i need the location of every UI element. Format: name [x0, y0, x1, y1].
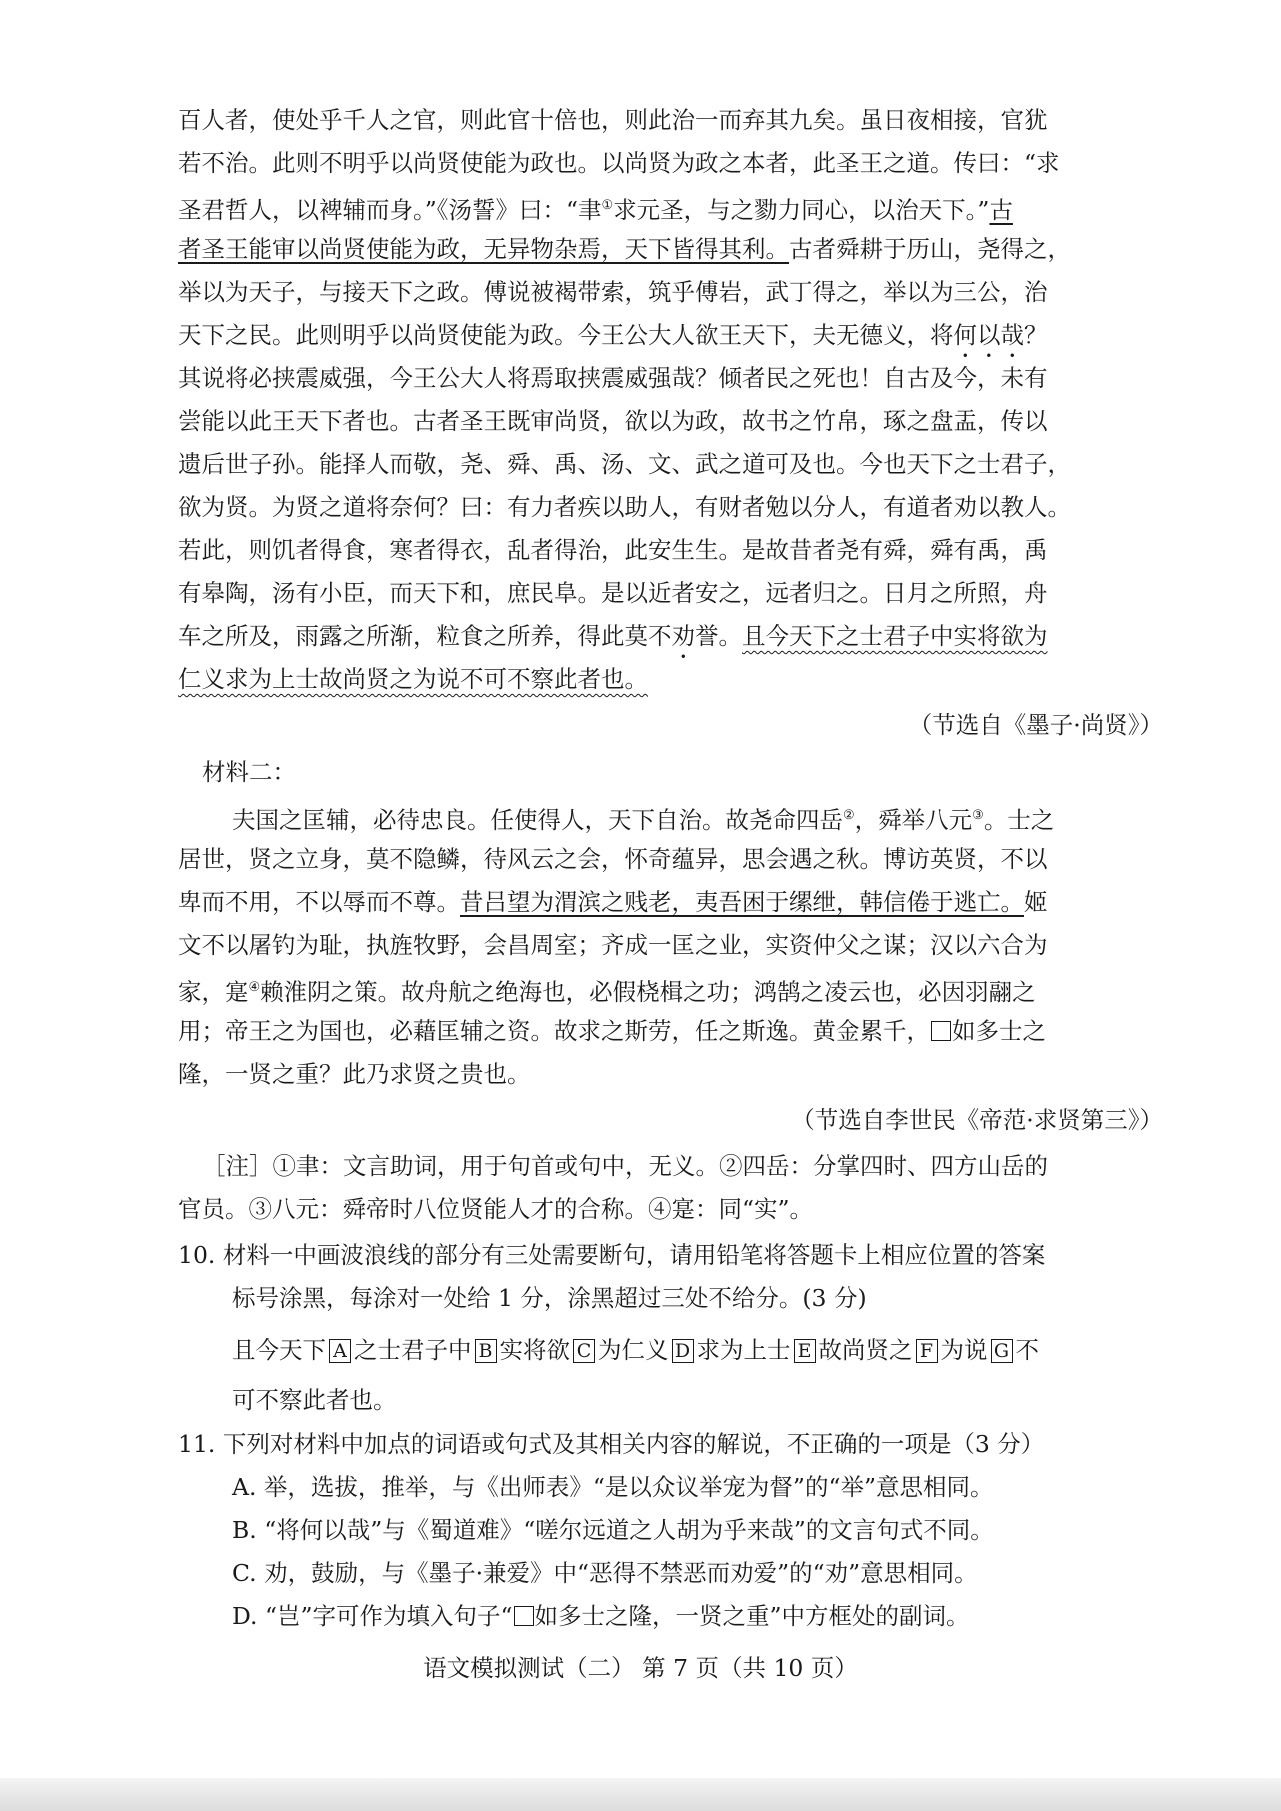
option-box-f: F: [916, 1339, 938, 1363]
source-citation: （节选自《墨子·尚贤》）: [908, 711, 1163, 739]
text-line: 者圣王能审以尚贤使能为政，无异物杂焉，天下皆得其利。古者舜耕于历山，尧得之，: [178, 235, 1071, 263]
text-line: 其说将必挟震威强，今王公大人将焉取挟震威强哉？倾者民之死也！自古及今，未有: [178, 364, 1048, 392]
text-line: 百人者，使处乎千人之官，则此官十倍也，则此治一而弃其九矣。虽日夜相接，官犹: [178, 106, 1048, 134]
text-line: 家，寔④赖淮阴之策。故舟航之绝海也，必假桡楫之功；鸿鹄之凌云也，必因羽翮之: [178, 978, 1036, 1006]
answer-sentence: 可不察此者也。: [232, 1386, 397, 1414]
text-line: 天下之民。此则明乎以尚贤使能为政。今王公大人欲王天下，夫无德义，将何以哉？: [178, 321, 1048, 349]
text-line: 隆，一贤之重？此乃求贤之贵也。: [178, 1060, 531, 1088]
text-line: 居世，贤之立身，莫不隐鳞，待风云之会，怀奇蕴异，思会遇之秋。博访英贤，不以: [178, 845, 1048, 873]
wavy-underlined-text: 仁义求为上士故尚贤之为说不可不察此者也。: [178, 665, 648, 693]
option-a: A. 举，选拔，推举，与《出师表》“是以众议举宠为督”的“举”意思相同。: [232, 1473, 994, 1501]
text-line: 卑而不用，不以辱而不尊。昔吕望为渭滨之贱老，夷吾困于缧绁，韩信倦于逃亡。姬: [178, 888, 1048, 916]
underlined-text: 古: [989, 196, 1013, 224]
text-line: 举以为天子，与接天下之政。傅说被褐带索，筑乎傅岩，武丁得之，举以为三公，治: [178, 278, 1048, 306]
scan-edge-shade: [0, 1778, 1281, 1811]
footnote-marker: ②: [843, 808, 855, 823]
text-line: 若此，则饥者得食，寒者得衣，乱者得治，此安生生。是故昔者尧有舜，舜有禹，禹: [178, 536, 1048, 564]
question-stem: 10. 材料一中画波浪线的部分有三处需要断句，请用铅笔将答题卡上相应位置的答案: [178, 1241, 1046, 1269]
page-footer: 语文模拟测试（二） 第 7 页（共 10 页）: [423, 1654, 858, 1682]
note-line: 官员。③八元：舜帝时八位贤能人才的合称。④寔：同“实”。: [178, 1195, 814, 1223]
option-box-a: A: [329, 1339, 351, 1363]
source-citation: （节选自李世民《帝范·求贤第三》）: [791, 1106, 1163, 1134]
wavy-underlined-text: 且今天下之士君子中实将欲为: [742, 622, 1048, 650]
blank-box: [514, 1606, 534, 1626]
underlined-text: 昔吕望为渭滨之贱老，夷吾困于缧绁，韩信倦于逃亡。: [460, 888, 1024, 916]
text-line: 若不治。此则不明乎以尚贤使能为政也。以尚贤为政之本者，此圣王之道。传曰：“求: [178, 149, 1060, 177]
text-line: 夫国之匡辅，必待忠良。任使得人，天下自治。故尧命四岳②，舜举八元③。士之: [232, 806, 1055, 834]
text-line: 有皋陶，汤有小臣，而天下和，庶民阜。是以近者安之，远者归之。日月之所照，舟: [178, 579, 1048, 607]
option-box-e: E: [794, 1339, 816, 1363]
answer-sentence: 且今天下 A 之士君子中 B 实将欲 C 为仁义 D 求为上士 E 故尚贤之 F 为说 G 不: [232, 1336, 1039, 1364]
text-line: 遗后世子孙。能择人而敬，尧、舜、禹、汤、文、武之道可及也。今也天下之士君子，: [178, 450, 1071, 478]
footnote-marker: ①: [601, 198, 614, 213]
text-line: 用；帝王之为国也，必藉匡辅之资。故求之斯劳，任之斯逸。黄金累千， 如多士之: [178, 1017, 1046, 1045]
option-c: C. 劝，鼓励，与《墨子·兼爱》中“恶得不禁恶而劝爱”的“劝”意思相同。: [232, 1559, 978, 1587]
question-stem: 11. 下列对材料中加点的词语或句式及其相关内容的解说，不正确的一项是（3 分）: [178, 1430, 1045, 1458]
footnote-marker: ④: [248, 980, 261, 995]
option-d: D. “岂”字可作为填入句子“ 如多士之隆，一贤之重”中方框处的副词。: [232, 1602, 970, 1630]
dotted-word: 劝: [671, 622, 695, 650]
option-box-d: D: [672, 1339, 694, 1363]
text-line: 车之所及，雨露之所渐，粒食之所养，得此莫不劝誉。且今天下之士君子中实将欲为: [178, 622, 1048, 650]
note-line: ［注］①聿：文言助词，用于句首或句中，无义。②四岳：分掌四时、四方山岳的: [202, 1152, 1048, 1180]
text-line: 尝能以此王天下者也。古者圣王既审尚贤，欲以为政，故书之竹帛，琢之盘盂，传以: [178, 407, 1048, 435]
text-line: 圣君哲人，以裨辅而身。”《汤誓》曰：“聿①求元圣，与之勠力同心，以治天下。”古: [178, 196, 1013, 224]
text-line: 文不以屠钓为耻，执旌牧野，会昌周室；齐成一匡之业，实资仲父之谋；汉以六合为: [178, 931, 1048, 959]
section-heading: 材料二：: [202, 758, 296, 786]
option-box-c: C: [573, 1339, 595, 1363]
footnote-marker: ③: [972, 808, 984, 823]
blank-box: [931, 1021, 951, 1041]
underlined-text: 者圣王能审以尚贤使能为政，无异物杂焉，天下皆得其利。: [178, 235, 789, 263]
option-b: B. “将何以哉”与《蜀道难》“嗟尔远道之人胡为乎来哉”的文言句式不同。: [232, 1516, 994, 1544]
question-stem: 标号涂黑，每涂对一处给 1 分，涂黑超过三处不给分。(3 分): [232, 1284, 867, 1312]
option-box-g: G: [991, 1339, 1013, 1363]
text-line: [178, 659, 648, 699]
option-box-b: B: [475, 1339, 497, 1363]
dotted-phrase: 何以哉: [953, 321, 1024, 349]
text-line: 欲为贤。为贤之道将奈何？曰：有力者疾以助人，有财者勉以分人，有道者劝以教人。: [178, 493, 1071, 521]
